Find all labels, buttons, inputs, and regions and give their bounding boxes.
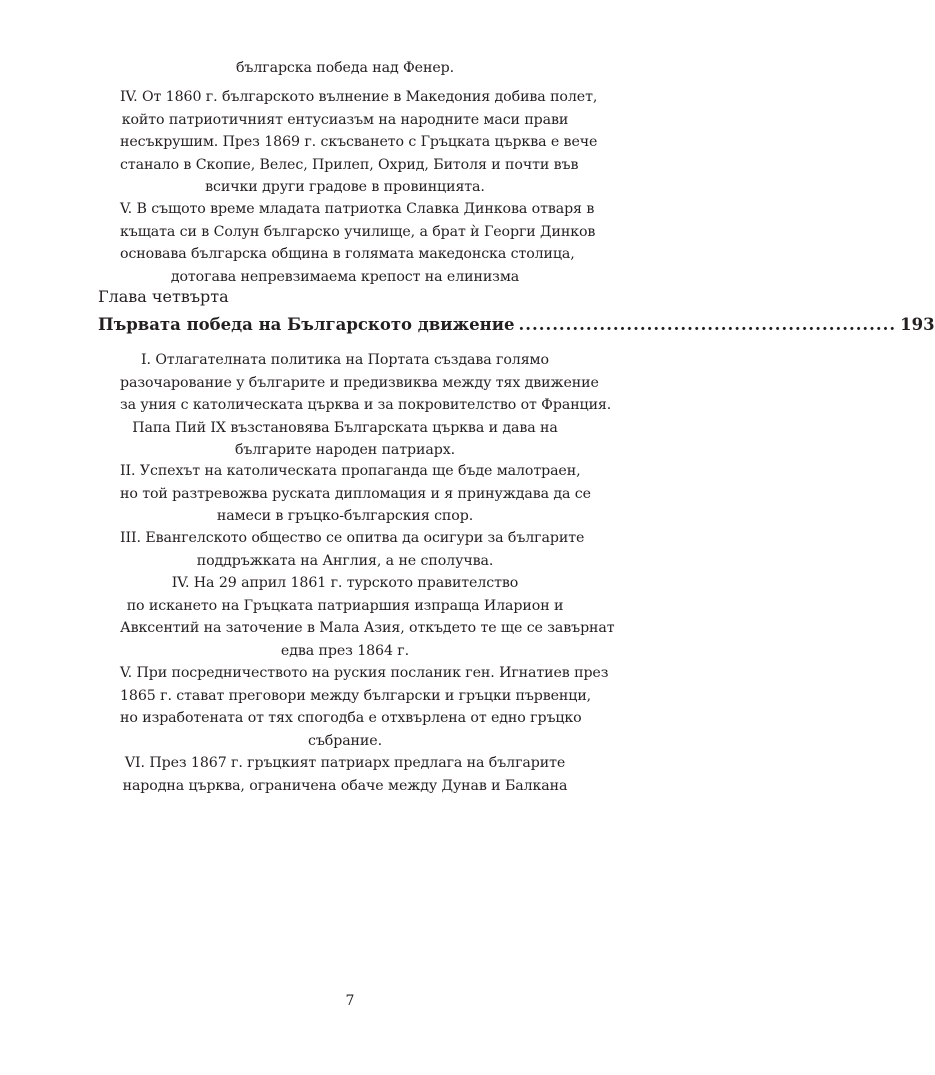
text-line: за уния с католическата църква и за покровителство от Франция.	[120, 397, 612, 413]
text-line: къщата си в Солун българско училище, а брат ѝ Георги Динков	[120, 223, 596, 240]
text-line: V. В същото време младата патриотка Славка Динкова отваря в	[120, 201, 595, 217]
chapter-section-iv	[120, 572, 615, 662]
text-line: едва през 1864 г.	[280, 642, 410, 659]
text-line: III. Евангелското общество се опитва да осигури за българите	[120, 530, 585, 546]
chapter-title-row	[98, 313, 935, 337]
section-v-dinkova	[120, 198, 596, 288]
text-line: V. При посредничеството на руския посланик ген. Игнатиев през	[120, 665, 609, 681]
text-line: IV. От 1860 г. българското вълнение в Македония добива полет,	[120, 89, 598, 105]
chapter-section-ii	[120, 460, 591, 528]
text-line: I. Отлагателната политика на Портата създава голямо	[141, 352, 549, 368]
chapter-title: Първата победа на Българското движение	[98, 315, 515, 334]
leader-dots: ........................................................	[518, 315, 897, 334]
chapter-section-v	[120, 662, 609, 752]
text-line: народна църква, ограничена обаче между Дунав и Балкана	[122, 777, 568, 794]
chapter-section-i	[120, 349, 612, 462]
section-continuation	[120, 57, 570, 80]
text-line: всички други градове в провинцията.	[205, 179, 485, 195]
text-line: разочарование у българите и предизвиква между тях движение	[120, 374, 599, 391]
text-line: IV. На 29 април 1861 г. турското правителство	[171, 575, 519, 591]
text-line: 1865 г. стават преговори между български и гръцки първенци,	[120, 687, 592, 704]
page-number: 7	[345, 993, 355, 1009]
text-line: VI. През 1867 г. гръцкият патриарх предлага на българите	[124, 755, 566, 771]
text-line: по искането на Гръцката патриаршия изпраща Иларион и	[126, 597, 564, 614]
text-line: събрание.	[308, 732, 382, 749]
text-line: българска победа над Фенер.	[235, 60, 455, 76]
text-line: основава българска община в голямата македонска столица,	[120, 246, 575, 262]
chapter-label: Глава четвърта	[98, 287, 229, 306]
text-line: поддръжката на Англия, а не сполучва.	[196, 552, 494, 569]
text-line: дотогава непревзимаема крепост на елинизма	[170, 268, 520, 285]
text-line: но изработената от тях спогодба е отхвърлена от едно гръцко	[120, 710, 582, 726]
section-iv-macedonia	[120, 86, 598, 199]
chapter-section-vi	[120, 752, 570, 797]
text-line: Папа Пий IX възстановява Българската църква и дава на	[132, 419, 558, 436]
text-line: станало в Скопие, Велес, Прилеп, Охрид, Битоля и почти във	[120, 156, 579, 173]
text-line: II. Успехът на католическата пропаганда ще бъде малотраен,	[120, 463, 581, 479]
text-line: несъкрушим. През 1869 г. скъсването с Гръцката църква е вече	[120, 134, 598, 150]
chapter-page-number: 193	[900, 315, 935, 334]
text-line: Авксентий на заточение в Мала Азия, откъдето те ще се завърнат	[120, 620, 615, 636]
text-line: намеси в гръцко-българския спор.	[216, 508, 474, 524]
text-line: българите народен патриарх.	[234, 442, 456, 458]
text-line: който патриотичният ентусиазъм на народните маси прави	[121, 111, 569, 128]
text-line: но той разтревожва руската дипломация и я принуждава да се	[120, 485, 591, 502]
chapter-section-iii	[120, 527, 585, 572]
